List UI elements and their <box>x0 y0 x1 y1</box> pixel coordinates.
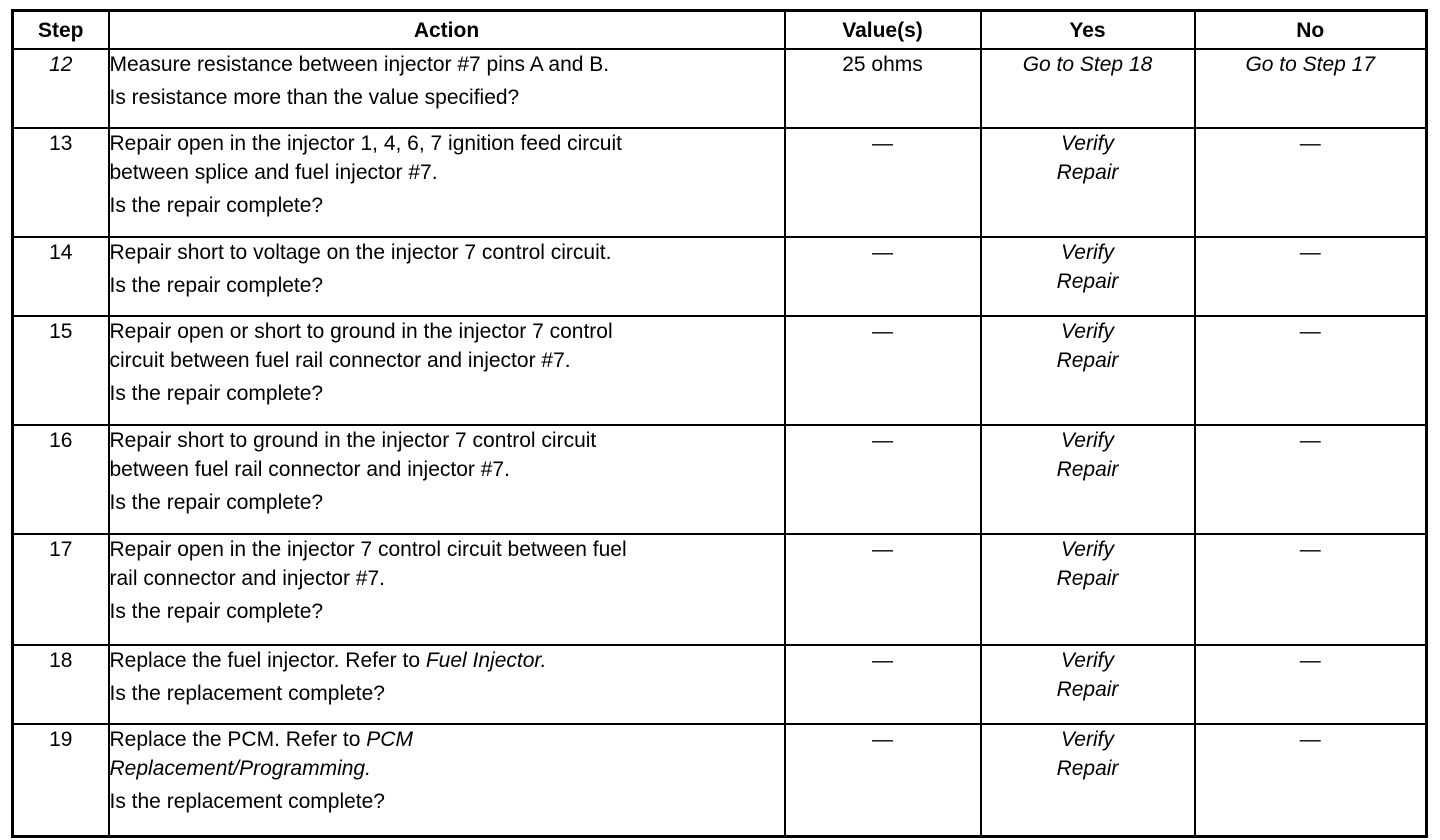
action-line <box>110 317 784 346</box>
action-line <box>110 129 784 158</box>
yes-outcome-line: Repair <box>1056 270 1119 293</box>
action-line <box>110 725 784 754</box>
value-cell: — <box>785 534 981 645</box>
yes-outcome-line: Repair <box>1056 458 1119 481</box>
action-cell <box>109 237 785 316</box>
yes-outcome-line: Verify <box>1061 132 1114 155</box>
action-line <box>110 754 784 783</box>
action-question: Is resistance more than the value specified? <box>109 86 520 109</box>
action-question: Is the repair complete? <box>109 491 324 514</box>
action-cell <box>109 645 785 724</box>
step-cell: 12 <box>13 49 109 128</box>
yes-outcome-line: Repair <box>1056 678 1119 701</box>
table-row <box>13 49 1427 128</box>
yes-cell <box>981 237 1195 316</box>
action-text: Repair open in the injector 1, 4, 6, 7 ignition feed circuit <box>109 132 622 155</box>
step-cell: 14 <box>13 237 109 316</box>
yes-outcome-line: Repair <box>1056 757 1119 780</box>
value-cell: — <box>785 645 981 724</box>
table-row <box>13 128 1427 237</box>
value-cell: — <box>785 128 981 237</box>
action-question: Is the repair complete? <box>109 194 324 217</box>
yes-outcome-line: Verify <box>1061 241 1114 264</box>
action-text: Replace the fuel injector. Refer to <box>109 649 426 672</box>
header-row <box>13 11 1427 50</box>
table-row <box>13 534 1427 645</box>
table-row <box>13 724 1427 836</box>
table-row <box>13 645 1427 724</box>
action-cell <box>109 534 785 645</box>
action-cell <box>109 724 785 836</box>
action-text: Measure resistance between injector #7 pins A and B. <box>109 53 610 76</box>
action-question: Is the repair complete? <box>109 600 324 623</box>
header-no: No <box>1195 11 1427 50</box>
action-question: Is the replacement complete? <box>109 790 385 813</box>
yes-outcome-line: Verify <box>1061 728 1114 751</box>
table-row <box>13 237 1427 316</box>
header-action: Action <box>109 11 785 50</box>
value-cell: — <box>785 237 981 316</box>
yes-outcome-line: Repair <box>1056 567 1119 590</box>
action-line <box>110 455 784 484</box>
action-cell <box>109 49 785 128</box>
action-text: Repair open in the injector 7 control circuit between fuel <box>109 538 627 561</box>
action-reference: Fuel Injector. <box>425 649 547 672</box>
yes-cell <box>981 534 1195 645</box>
action-question: Is the replacement complete? <box>109 682 385 705</box>
action-cell <box>109 425 785 534</box>
action-line <box>110 50 784 79</box>
value-cell: — <box>785 724 981 836</box>
action-cell <box>109 316 785 425</box>
yes-cell <box>981 128 1195 237</box>
header-step: Step <box>13 11 109 50</box>
action-text: rail connector and injector #7. <box>109 567 385 590</box>
value-cell: — <box>785 316 981 425</box>
yes-cell <box>981 724 1195 836</box>
yes-outcome-line: Repair <box>1056 161 1119 184</box>
no-cell: — <box>1195 534 1427 645</box>
step-cell: 17 <box>13 534 109 645</box>
action-text: circuit between fuel rail connector and injector #7. <box>109 349 571 372</box>
no-cell: Go to Step 17 <box>1195 49 1427 128</box>
action-line <box>110 426 784 455</box>
yes-cell <box>981 316 1195 425</box>
yes-outcome-line: Verify <box>1061 320 1114 343</box>
no-cell: — <box>1195 237 1427 316</box>
action-line <box>110 346 784 375</box>
action-reference: Replacement/Programming. <box>109 757 371 780</box>
no-cell: — <box>1195 724 1427 836</box>
step-cell: 15 <box>13 316 109 425</box>
yes-outcome-line: Repair <box>1056 349 1119 372</box>
table-row <box>13 316 1427 425</box>
no-cell: — <box>1195 425 1427 534</box>
value-cell: 25 ohms <box>785 49 981 128</box>
header-yes: Yes <box>981 11 1195 50</box>
yes-outcome-line: Go to Step 18 <box>1022 53 1153 76</box>
yes-outcome-line: Verify <box>1061 649 1114 672</box>
no-cell: — <box>1195 645 1427 724</box>
action-text: Replace the PCM. Refer to <box>109 728 367 751</box>
yes-outcome-line: Verify <box>1061 538 1114 561</box>
action-text: between fuel rail connector and injector #7. <box>109 458 510 481</box>
step-cell: 19 <box>13 724 109 836</box>
no-cell: — <box>1195 316 1427 425</box>
yes-cell <box>981 645 1195 724</box>
table-body <box>13 49 1427 836</box>
action-line <box>110 158 784 187</box>
action-text: Repair short to voltage on the injector 7 control circuit. <box>109 241 612 264</box>
value-cell: — <box>785 425 981 534</box>
action-question: Is the repair complete? <box>109 382 324 405</box>
yes-cell <box>981 49 1195 128</box>
diagnostic-table <box>11 9 1428 838</box>
yes-outcome-line: Verify <box>1061 429 1114 452</box>
step-cell: 16 <box>13 425 109 534</box>
action-line <box>110 646 784 675</box>
step-cell: 18 <box>13 645 109 724</box>
action-line <box>110 564 784 593</box>
table-row <box>13 425 1427 534</box>
action-line <box>110 535 784 564</box>
action-question: Is the repair complete? <box>109 274 324 297</box>
header-values: Value(s) <box>785 11 981 50</box>
step-cell: 13 <box>13 128 109 237</box>
action-text: Repair short to ground in the injector 7 control circuit <box>109 429 597 452</box>
action-cell <box>109 128 785 237</box>
action-reference: PCM <box>366 728 413 751</box>
yes-cell <box>981 425 1195 534</box>
action-text: Repair open or short to ground in the injector 7 control <box>109 320 613 343</box>
no-cell: — <box>1195 128 1427 237</box>
action-text: between splice and fuel injector #7. <box>109 161 438 184</box>
action-line <box>110 238 784 267</box>
